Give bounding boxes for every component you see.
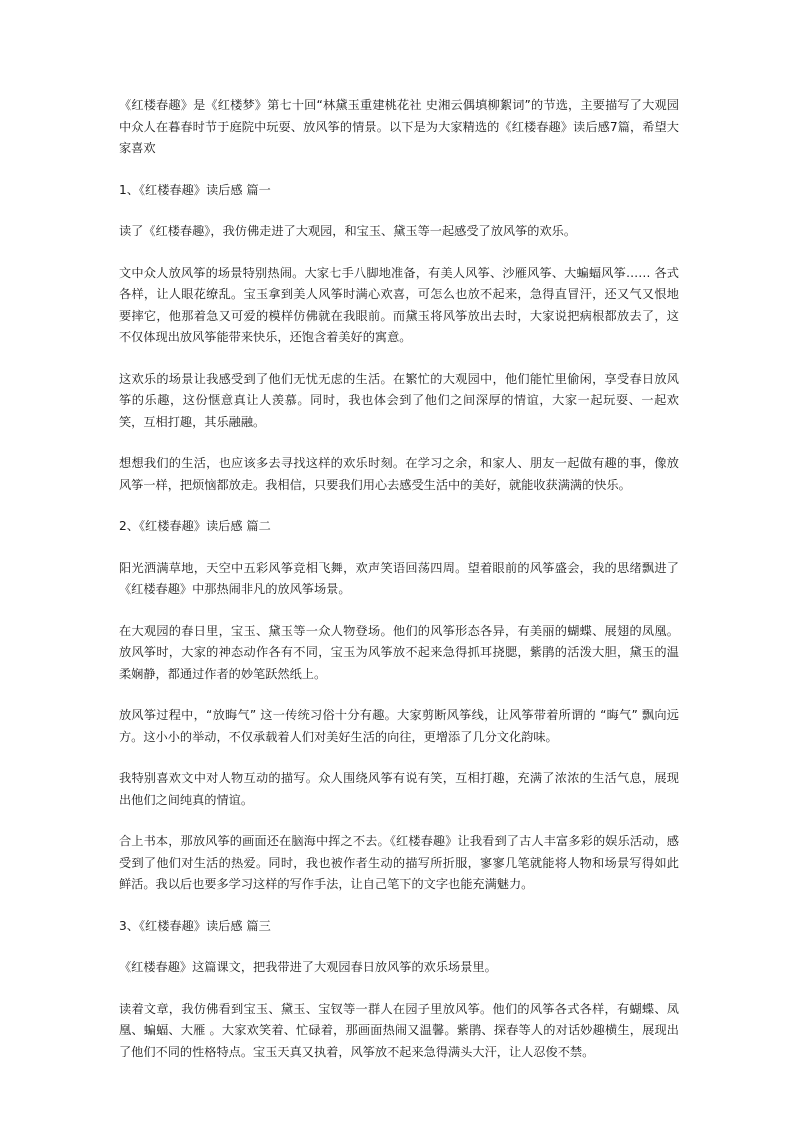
section-2-paragraph-5: 合上书本，那放风筝的画面还在脑海中挥之不去。《红楼春趣》让我看到了古人丰富多彩的娱乐活动，感受到了他们对生活的热爱。同时，我也被作者生动的描写所折服，寥寥几笔就能将人物和场景写得如此鲜活。我以后也要多学习这样的写作手法，让自己笔下的文字也能充满魅力。: [119, 834, 679, 891]
document-body: [119, 95, 679, 1063]
section-1-paragraph-3: 这欢乐的场景让我感受到了他们无忧无虑的生活。在繁忙的大观园中，他们能忙里偷闲，享受春日放风筝的乐趣，这份惬意真让人羡慕。同时，我也体会到了他们之间深厚的情谊，大家一起玩耍、一起欢笑，互相打趣，其乐融融。: [119, 371, 679, 429]
section-heading-2: 2、《红楼春趣》读后感 篇二: [119, 519, 271, 533]
section-heading-1: 1、《红楼春趣》读后感 篇一: [119, 182, 271, 197]
section-1-paragraph-4: 想想我们的生活，也应该多去寻找这样的欢乐时刻。在学习之余，和家人、朋友一起做有趣的事，像放风筝一样，把烦恼都放走。我相信，只要我们用心去感受生活中的美好，就能收获满满的快乐。: [119, 456, 679, 492]
section-heading-3: 3、《红楼春趣》读后感 篇三: [119, 918, 271, 933]
intro-paragraph: 《红楼春趣》是《红楼梦》第七十回“林黛玉重建桃花社 史湘云偶填柳絮词”的节选，主要描写了大观园中众人在暮春时节于庭院中玩耍、放风筝的情景。以下是为大家精选的《红楼春趣》读后感7篇，希望大家喜欢: [119, 98, 679, 155]
section-1-paragraph-2: 文中众人放风筝的场景特别热闹。大家七手八脚地准备，有美人风筝、沙雁风筝、大蝙蝠风筝…… 各式各样，让人眼花缭乱。宝玉拿到美人风筝时满心欢喜，可怎么也放不起来，急得直冒汗，还又气又恨地要摔它，他那着急又可爱的模样仿佛就在我眼前。而黛玉将风筝放出去时，大家说把病根都放去了，这不仅体现出放风筝能带来快乐，还饱含着美好的寓意。: [119, 265, 679, 344]
section-2-paragraph-3: 放风筝过程中，“放晦气” 这一传统习俗十分有趣。大家剪断风筝线，让风筝带着所谓的 “晦气” 飘向远方。这小小的举动，不仅承载着人们对美好生活的向往，更增添了几分文化韵味。: [119, 708, 679, 744]
section-2-paragraph-4: 我特别喜欢文中对人物互动的描写。众人围绕风筝有说有笑，互相打趣，充满了浓浓的生活气息，展现出他们之间纯真的情谊。: [119, 771, 679, 807]
section-1-paragraph-1: 读了《红楼春趣》，我仿佛走进了大观园，和宝玉、黛玉等一起感受了放风筝的欢乐。: [119, 224, 577, 238]
section-3-paragraph-1: 《红楼春趣》这篇课文，把我带进了大观园春日放风筝的欢乐场景里。: [119, 960, 497, 974]
section-2-paragraph-2: 在大观园的春日里，宝玉、黛玉等一众人物登场。他们的风筝形态各异，有美丽的蝴蝶、展翅的凤凰。放风筝时，大家的神态动作各有不同，宝玉为风筝放不起来急得抓耳挠腮，紫鹃的活泼大胆，黛玉的温柔娴静，都通过作者的妙笔跃然纸上。: [119, 623, 679, 681]
section-3-paragraph-2: 读着文章，我仿佛看到宝玉、黛玉、宝钗等一群人在园子里放风筝。他们的风筝各式各样，有蝴蝶、凤凰、蝙蝠、大雁 。大家欢笑着、忙碌着，那画面热闹又温馨。紫鹃、探春等人的对话妙趣横生，展现出了他们不同的性格特点。宝玉天真又执着，风筝放不起来急得满头大汗，让人忍俊不禁。: [119, 1001, 679, 1059]
section-2-paragraph-1: 阳光洒满草地，天空中五彩风筝竞相飞舞，欢声笑语回荡四周。望着眼前的风筝盛会，我的思绪飘进了《红楼春趣》中那热闹非凡的放风筝场景。: [119, 560, 679, 596]
